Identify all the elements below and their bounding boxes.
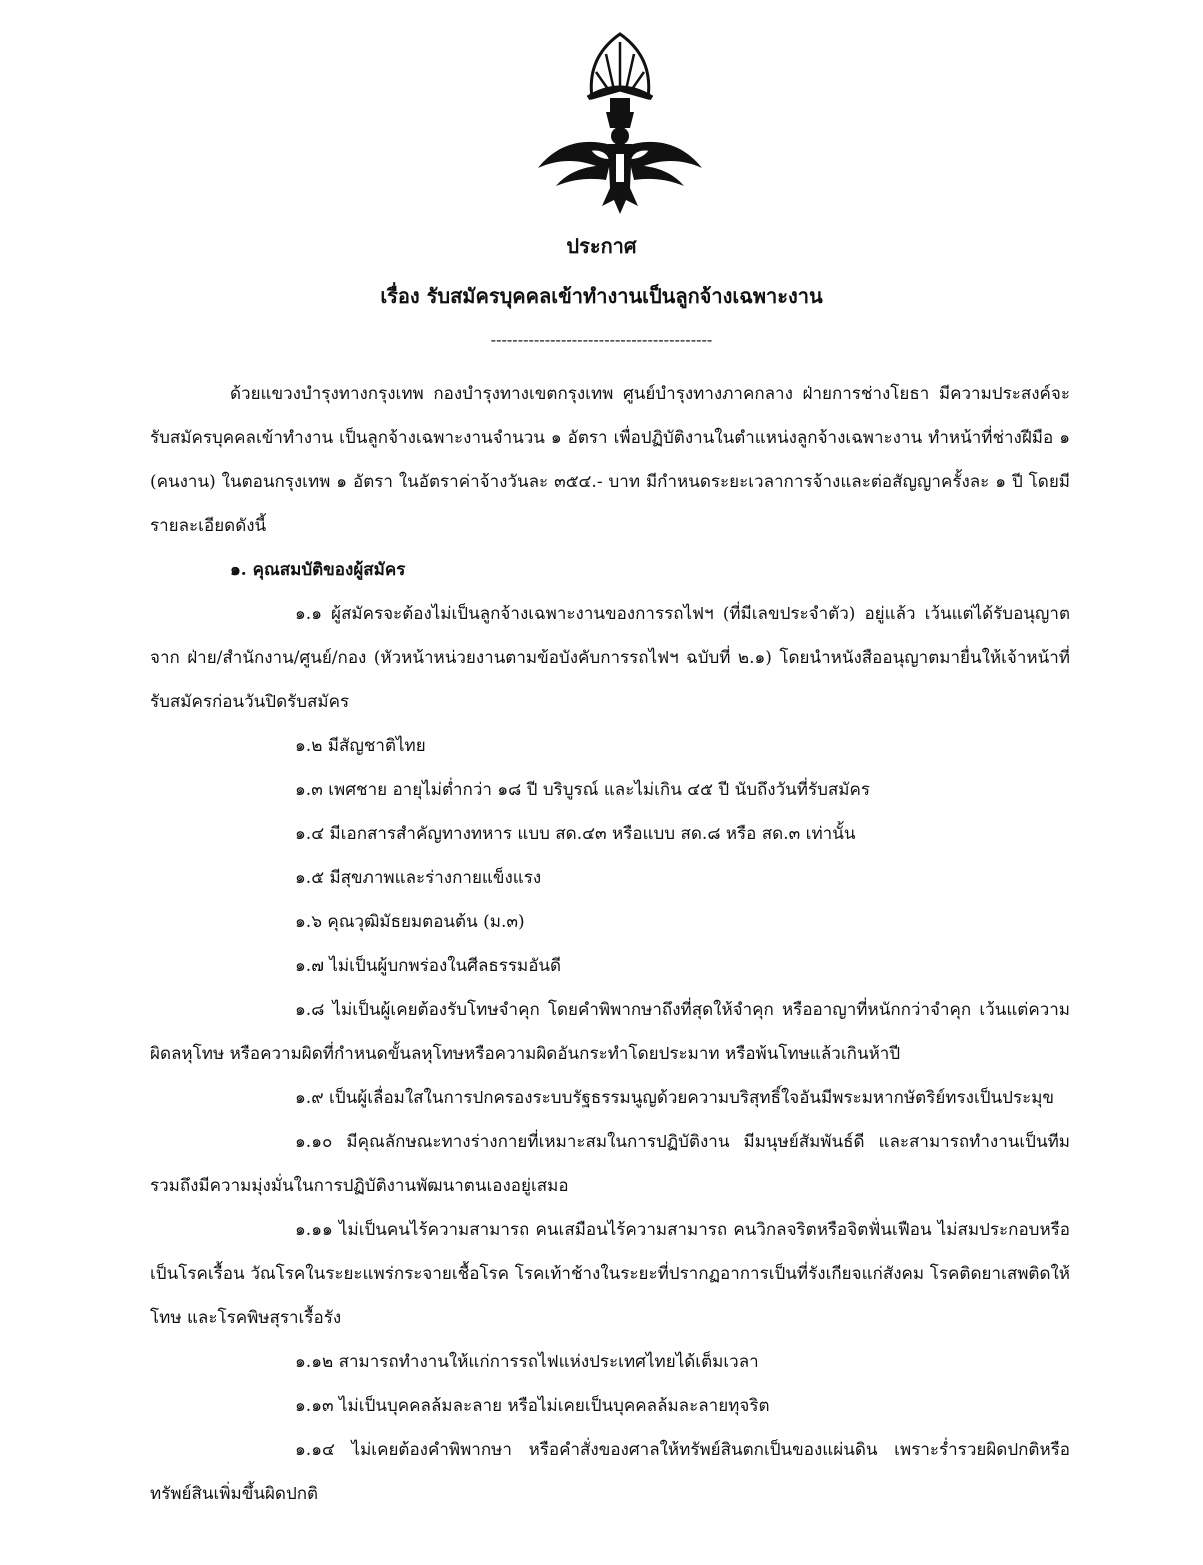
title-divider: ----------------------------------------- [490, 330, 713, 349]
item-1-8: ๑.๘ ไม่เป็นผู้เคยต้องรับโทษจำคุก โดยคำพิพากษาถึงที่สุดให้จำคุก หรืออาญาที่หนักกว่าจำคุก เว้นแต่ความผิดลหุโทษ หรือความผิดที่กำหนดขั้นลหุโทษหรือความผิดอันกระทำโดยประมาท หรือพ้นโทษแล้วเกินห้าปี [150, 1000, 1070, 1064]
item-1-13: ๑.๑๓ ไม่เป็นบุคคลล้มละลาย หรือไม่เคยเป็นบุคคลล้มละลายทุจริต [295, 1396, 770, 1416]
item-1-9: ๑.๙ เป็นผู้เลื่อมใสในการปกครองระบบรัฐธรรมนูญด้วยความบริสุทธิ์ใจอันมีพระมหากษัตริย์ทรงเป็นประมุข [295, 1088, 1055, 1108]
page-title: ประกาศ [566, 234, 637, 258]
item-1-14: ๑.๑๔ ไม่เคยต้องคำพิพากษา หรือคำสั่งของศาลให้ทรัพย์สินตกเป็นของแผ่นดิน เพราะร่ำรวยผิดปกติหรือทรัพย์สินเพิ่มขึ้นผิดปกติ [150, 1440, 1070, 1504]
item-1-10: ๑.๑๐ มีคุณลักษณะทางร่างกายที่เหมาะสมในการปฏิบัติงาน มีมนุษย์สัมพันธ์ดี และสามารถทำงานเป็นทีม รวมถึงมีความมุ่งมั่นในการปฏิบัติงานพัฒนาตนเองอยู่เสมอ [150, 1132, 1070, 1196]
item-1-1: ๑.๑ ผู้สมัครจะต้องไม่เป็นลูกจ้างเฉพาะงานของการรถไฟฯ (ที่มีเลขประจำตัว) อยู่แล้ว เว้นแต่ได้รับอนุญาตจาก ฝ่าย/สำนักงาน/ศูนย์/กอง (หัวหน้าหน่วยงานตามข้อบังคับการรถไฟฯ ฉบับที่ ๒.๑) โดยนำหนังสืออนุญาตมายื่นให้เจ้าหน้าที่รับสมัครก่อนวันปิดรับสมัคร [150, 604, 1070, 712]
item-1-2: ๑.๒ มีสัญชาติไทย [295, 736, 426, 756]
item-1-12: ๑.๑๒ สามารถทำงานให้แก่การรถไฟแห่งประเทศไทยได้เต็มเวลา [295, 1352, 759, 1372]
document-body [150, 372, 1070, 1516]
item-1-7: ๑.๗ ไม่เป็นผู้บกพร่องในศีลธรรมอันดี [295, 956, 562, 976]
item-1-6: ๑.๖ คุณวุฒิมัธยมตอนต้น (ม.๓) [295, 912, 525, 932]
section-1-heading: ๑. คุณสมบัติของผู้สมัคร [230, 560, 406, 580]
intro-paragraph: ด้วยแขวงบำรุงทางกรุงเทพ กองบำรุงทางเขตกรุงเทพ ศูนย์บำรุงทางภาคกลาง ฝ่ายการช่างโยธา มีความประสงค์จะรับสมัครบุคคลเข้าทำงาน เป็นลูกจ้างเฉพาะงานจำนวน ๑ อัตรา เพื่อปฏิบัติงานในตำแหน่งลูกจ้างเฉพาะงาน ทำหน้าที่ช่างฝีมือ ๑ (คนงาน) ในตอนกรุงเทพ ๑ อัตรา ในอัตราค่าจ้างวันละ ๓๕๔.- บาท มีกำหนดระยะเวลาการจ้างและต่อสัญญาครั้งละ ๑ ปี โดยมีรายละเอียดดังนี้ [150, 384, 1070, 536]
page-subject: เรื่อง รับสมัครบุคคลเข้าทำงานเป็นลูกจ้างเฉพาะงาน [380, 284, 823, 308]
item-1-4: ๑.๔ มีเอกสารสำคัญทางทหาร แบบ สด.๔๓ หรือแบบ สด.๘ หรือ สด.๓ เท่านั้น [295, 824, 856, 844]
garuda-emblem-icon [530, 28, 710, 218]
item-1-5: ๑.๕ มีสุขภาพและร่างกายแข็งแรง [295, 868, 542, 888]
item-1-3: ๑.๓ เพศชาย อายุไม่ต่ำกว่า ๑๘ ปี บริบูรณ์ และไม่เกิน ๔๕ ปี นับถึงวันที่รับสมัคร [295, 780, 870, 800]
item-1-11: ๑.๑๑ ไม่เป็นคนไร้ความสามารถ คนเสมือนไร้ความสามารถ คนวิกลจริตหรือจิตฟั่นเฟือน ไม่สมประกอบหรือเป็นโรคเรื้อน วัณโรคในระยะแพร่กระจายเชื้อโรค โรคเท้าช้างในระยะที่ปรากฏอาการเป็นที่รังเกียจแก่สังคม โรคติดยาเสพติดให้โทษ และโรคพิษสุราเรื้อรัง [150, 1220, 1070, 1328]
